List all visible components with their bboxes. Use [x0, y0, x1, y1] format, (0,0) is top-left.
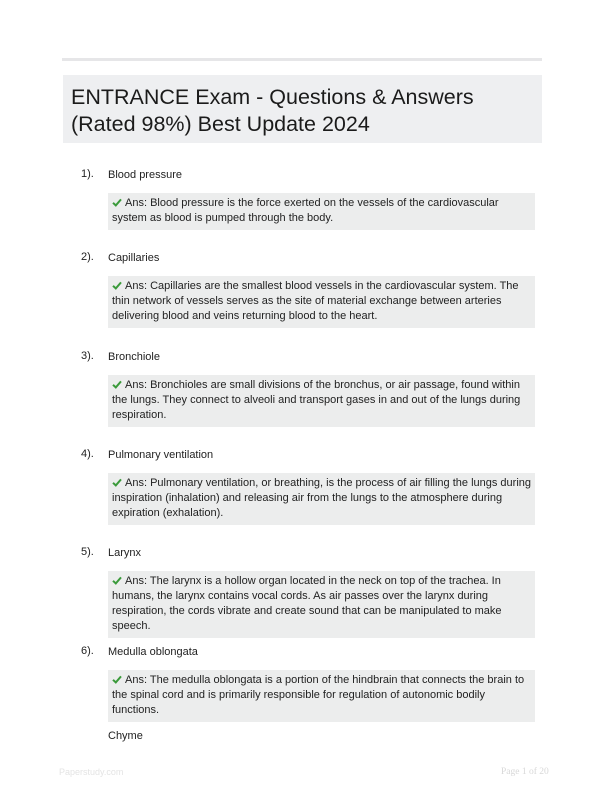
qa-item: [81, 168, 541, 230]
checkmark-icon: [112, 675, 122, 684]
question-text: Chyme: [108, 730, 143, 742]
question-number: 5).: [81, 546, 94, 558]
question-text: Bronchiole: [108, 351, 160, 363]
answer-box: [108, 375, 535, 427]
question-text: Blood pressure: [108, 169, 182, 181]
qa-item: [81, 729, 541, 747]
checkmark-icon: [112, 281, 122, 290]
qa-item: [81, 546, 541, 638]
answer-box: [108, 473, 535, 525]
qa-item: [81, 645, 541, 722]
answer-text: Ans: The medulla oblongata is a portion of the hindbrain that connects the brain to the spinal cord and is primarily responsible for regulation of autonomic bodily functions.: [112, 674, 525, 716]
qa-item: [81, 448, 541, 525]
top-divider: [62, 58, 542, 61]
question-text: Larynx: [108, 547, 142, 559]
answer-text: Ans: Capillaries are the smallest blood vessels in the cardiovascular system. The thin network of vessels serves as the site of material exchange between arteries delivering blood and veins returning blood to the heart.: [112, 280, 519, 322]
checkmark-icon: [112, 198, 122, 207]
checkmark-icon: [112, 576, 122, 585]
answer-box: [108, 276, 535, 328]
answer-box: [108, 571, 535, 638]
footer-watermark: Paperstudy.com: [59, 767, 124, 777]
qa-item: [81, 251, 541, 328]
question-text: Pulmonary ventilation: [108, 449, 214, 461]
question-number: 3).: [81, 350, 94, 362]
page-indicator: Page 1 of 20: [501, 767, 549, 777]
question-text: Medulla oblongata: [108, 646, 198, 658]
answer-box: [108, 670, 535, 722]
checkmark-icon: [112, 380, 122, 389]
answer-text: Ans: Blood pressure is the force exerted on the vessels of the cardiovascular system as blood is pumped through the body.: [112, 197, 499, 224]
page-title: ENTRANCE Exam - Questions & Answers (Rated 98%) Best Update 2024: [71, 85, 474, 136]
question-number: 6).: [81, 645, 94, 657]
qa-item: [81, 350, 541, 427]
question-number: 1).: [81, 168, 94, 180]
answer-text: Ans: The larynx is a hollow organ located in the neck on top of the trachea. In humans, the larynx contains vocal cords. As air passes over the larynx during respiration, the cords vibrate and create sound that can be manipulated to make speech.: [112, 575, 502, 632]
question-number: 4).: [81, 448, 94, 460]
answer-box: [108, 193, 535, 230]
answer-text: Ans: Bronchioles are small divisions of the bronchus, or air passage, found within the lungs. They connect to alveoli and transport gases in and out of the lungs during respiration.: [112, 379, 521, 421]
answer-text: Ans: Pulmonary ventilation, or breathing, is the process of air filling the lungs during inspiration (inhalation) and releasing air from the lungs to the atmosphere during expiration (exhalation).: [112, 477, 531, 519]
question-number: 2).: [81, 251, 94, 263]
title-banner: [63, 75, 542, 143]
checkmark-icon: [112, 478, 122, 487]
question-text: Capillaries: [108, 252, 160, 264]
